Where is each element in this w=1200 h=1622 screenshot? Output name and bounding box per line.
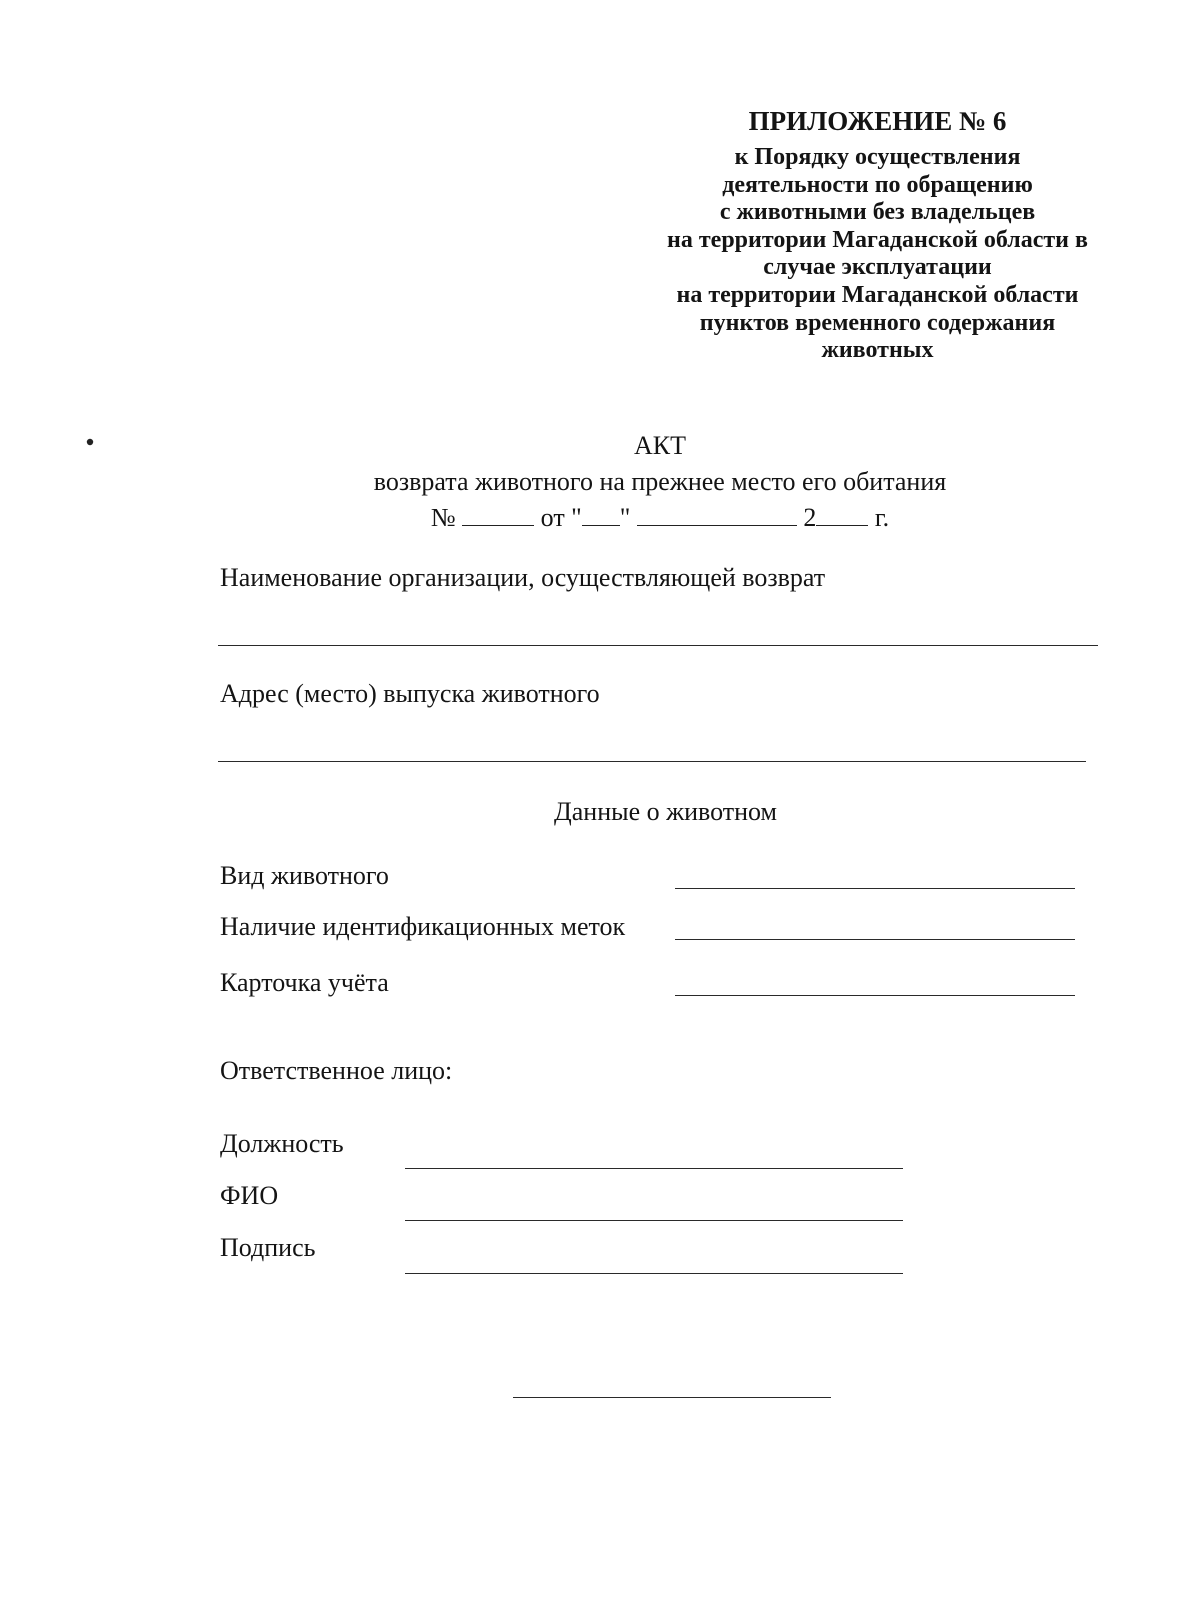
record-card-field[interactable] (675, 995, 1075, 996)
position-field[interactable] (405, 1168, 903, 1169)
appendix-line: с животными без владельцев (719, 199, 1036, 226)
act-year-field[interactable] (816, 501, 868, 526)
address-field[interactable] (218, 761, 1086, 762)
act-number-line (300, 500, 1020, 536)
animal-type-field[interactable] (675, 888, 1075, 889)
full-name-field[interactable] (405, 1220, 903, 1221)
organization-field[interactable] (218, 645, 1098, 646)
id-marks-field[interactable] (675, 939, 1075, 940)
signature-field[interactable] (405, 1273, 903, 1274)
position-label: Должность (220, 1129, 344, 1158)
act-subtitle: возврата животного на прежнее место его обитания (373, 467, 947, 496)
appendix-line: на территории Магаданской области (676, 281, 1079, 308)
appendix-header (625, 104, 1130, 365)
record-card-label: Карточка учёта (220, 968, 389, 997)
closing-divider (513, 1397, 831, 1398)
signature-label: Подпись (220, 1233, 316, 1262)
act-title: АКТ (634, 431, 686, 460)
animal-data-heading: Данные о животном (554, 797, 777, 826)
organization-label: Наименование организации, осуществляющей возврат (220, 563, 826, 592)
act-month-field[interactable] (637, 501, 797, 526)
appendix-line: животных (821, 337, 934, 364)
appendix-line: к Порядку осуществления (734, 144, 1021, 170)
full-name-label: ФИО (220, 1181, 279, 1210)
responsible-heading: Ответственное лицо: (220, 1056, 453, 1085)
id-marks-label: Наличие идентификационных меток (220, 912, 626, 941)
act-year-suffix: г. (874, 503, 890, 532)
appendix-title: ПРИЛОЖЕНИЕ № 6 (748, 106, 1007, 136)
appendix-line: пунктов временного содержания (699, 309, 1056, 336)
act-year-prefix: 2 (803, 503, 817, 532)
act-number-prefix: № (430, 503, 456, 532)
act-number-field[interactable] (462, 501, 534, 526)
animal-type-label: Вид животного (220, 861, 389, 890)
appendix-line: деятельности по обращению (722, 171, 1033, 198)
act-day-field[interactable] (582, 501, 620, 526)
act-header (300, 428, 1020, 536)
address-label: Адрес (место) выпуска животного (220, 679, 600, 708)
act-date-from: от " (540, 503, 582, 532)
scan-speck (86, 438, 94, 446)
appendix-line: на территории Магаданской области в (667, 226, 1088, 253)
act-date-quote: " (619, 503, 631, 532)
appendix-line: случае эксплуатации (763, 254, 992, 281)
